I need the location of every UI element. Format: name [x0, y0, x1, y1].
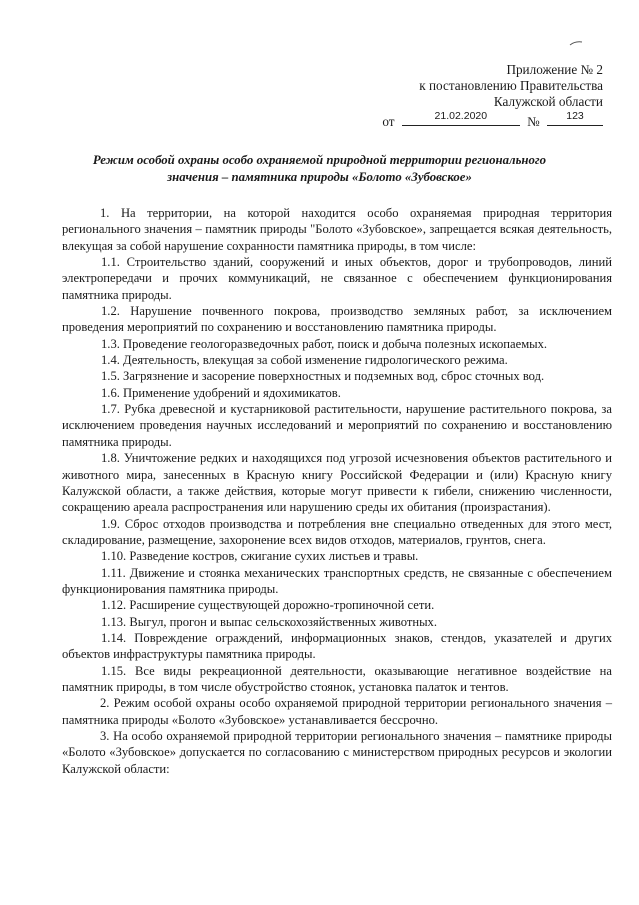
date-field	[402, 112, 520, 126]
number-value: 123	[566, 110, 584, 122]
paragraph-1-4: 1.4. Деятельность, влекущая за собой изменение гидрологического режима.	[101, 353, 508, 368]
number-field	[547, 112, 603, 126]
paragraph-1-10: 1.10. Разведение костров, сжигание сухих листьев и травы.	[101, 549, 419, 564]
appendix-number: Приложение № 2	[506, 62, 603, 77]
document-body	[62, 205, 612, 777]
appendix-region: Калужской области	[493, 94, 603, 109]
paragraph-3: 3. На особо охраняемой природной территории регионального значения – памятнике природы «Болото «Зубовское» допускается по согласованию с министерством природных ресурсов и экологии Калужской области:	[62, 729, 612, 776]
appendix-header	[382, 62, 603, 130]
paragraph-1-12: 1.12. Расширение существующей дорожно-тропиночной сети.	[101, 598, 435, 613]
document-title	[60, 152, 579, 186]
pen-mark-icon	[569, 40, 583, 46]
paragraph-1-15: 1.15. Все виды рекреационной деятельности, оказывающие негативное воздействие на памятник природы, в том числе обустройство стоянок, установка палаток и тентов.	[62, 663, 612, 694]
paragraph-1-1: 1.1. Строительство зданий, сооружений и иных объектов, дорог и трубопроводов, линий электропередачи и прочих коммуникаций, не связанное с обеспечением функционирования памятника природы.	[62, 255, 612, 302]
paragraph-1-5: 1.5. Загрязнение и засорение поверхностных и подземных вод, сброс сточных вод.	[101, 369, 545, 384]
number-prefix: №	[527, 114, 540, 129]
title-line-1: Режим особой охраны особо охраняемой природной территории регионального	[92, 153, 547, 167]
title-line-2: значения – памятника природы «Болото «Зубовское»	[167, 170, 472, 184]
paragraph-1-9: 1.9. Сброс отходов производства и потребления вне специально отведенных для этого мест, складирование, размещение, захоронение всех видов отходов, материалов, грунтов, снега.	[62, 516, 612, 547]
paragraph-1: 1. На территории, на которой находится особо охраняемая природная территория регионального значения – памятник природы "Болото «Зубовское», запрещается всякая деятельность, влекущая за собой нарушение сохранности памятника природы, в том числе:	[62, 206, 612, 253]
paragraph-1-3: 1.3. Проведение геологоразведочных работ, поиск и добыча полезных ископаемых.	[101, 336, 548, 351]
paragraph-1-13: 1.13. Выгул, прогон и выпас сельскохозяйственных животных.	[101, 614, 437, 629]
paragraph-1-8: 1.8. Уничтожение редких и находящихся под угрозой исчезновения объектов растительного и животного мира, занесенных в Красную книгу Российской Федерации и (или) Красную книгу Калужской области, а также действия, которые могут привести к гибели, снижению численности, сокращению ареала распространения или нарушению среды их обитания (произрастания).	[62, 451, 612, 515]
paragraph-2: 2. Режим особой охраны особо охраняемой природной территории регионального значения – памятника природы «Болото «Зубовское» устанавливается бессрочно.	[62, 696, 612, 727]
paragraph-1-2: 1.2. Нарушение почвенного покрова, производство земляных работ, за исключением проведения мероприятий по сохранению и восстановлению памятника природы.	[62, 304, 612, 335]
paragraph-1-7: 1.7. Рубка древесной и кустарниковой растительности, нарушение растительного покрова, за исключением проведения научных исследований и мероприятий по сохранению и восстановлению памятника природы.	[62, 402, 612, 449]
paragraph-1-11: 1.11. Движение и стоянка механических транспортных средств, не связанные с обеспечением функционирования памятника природы.	[62, 565, 612, 596]
appendix-resolution: к постановлению Правительства	[419, 78, 603, 93]
paragraph-1-6: 1.6. Применение удобрений и ядохимикатов.	[101, 385, 341, 400]
paragraph-1-14: 1.14. Повреждение ограждений, информационных знаков, стендов, указателей и других объектов инфраструктуры памятника природы.	[62, 630, 612, 662]
date-number-line	[382, 112, 603, 130]
date-value: 21.02.2020	[434, 110, 488, 122]
date-prefix: от	[382, 114, 395, 129]
